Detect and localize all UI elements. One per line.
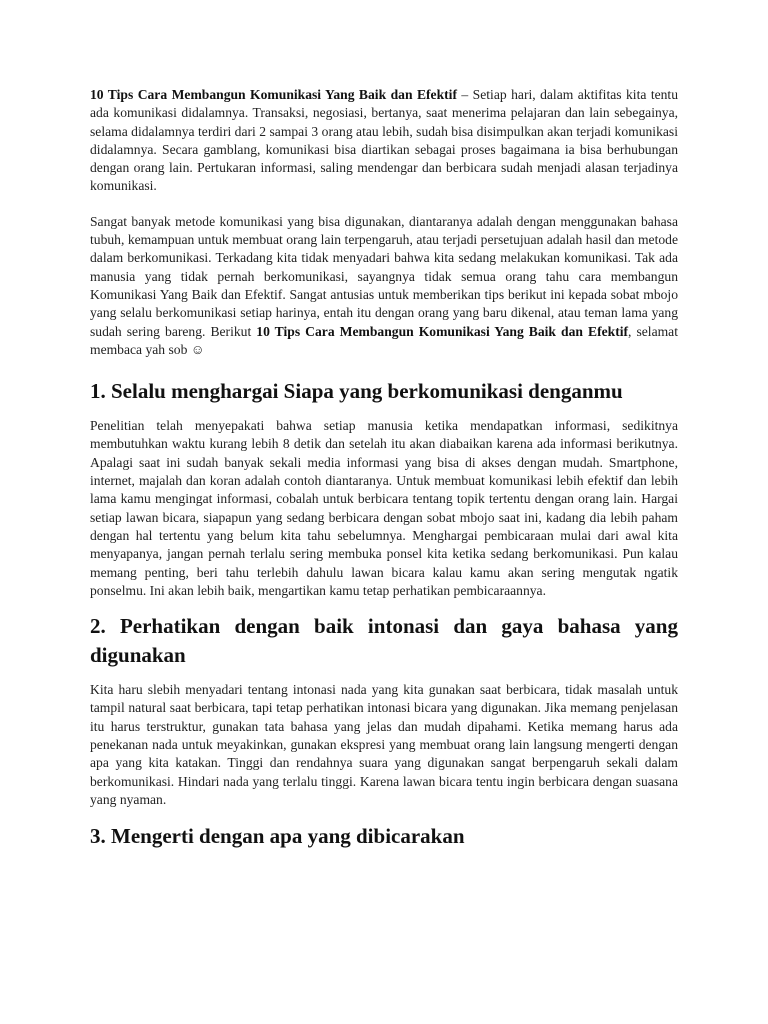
section-2-body: Kita haru slebih menyadari tentang intonasi nada yang kita gunakan saat berbicara, tidak masalah untuk tampil natural saat berbicara, tapi tetap perhatikan intonasi bicara yang digunakan. Jika memang penjelasan itu harus terstruktur, gunakan tata bahasa yang jelas dan mudah dipahami. Ketika memang harus ada penekanan nada untuk meyakinkan, gunakan ekspresi yang membuat orang lain langsung mengerti dengan apa yang kita katakan. Tinggi dan rendahnya suara yang digunakan sangat berpengaruh sekali dalam berkomunikasi. Hindari nada yang terlalu tinggi. Karena lawan bicara tentu ingin berbicara dengan suasana yang nyaman. (90, 682, 678, 807)
intro-paragraph-2-end: , selamat membaca yah sob ☺ (90, 323, 678, 357)
intro-paragraph-2-text: Sangat banyak metode komunikasi yang bisa digunakan, diantaranya adalah dengan menggunakan bahasa tubuh, kemampuan untuk membuat orang lain terpengaruh, atau terjadi persetujuan adalah hasil dan metode dalam berkomunikasi. Terkadang kita tidak menyadari bahwa kita sedang melakukan komunikasi. Tak ada manusia yang tidak pernah berkomunikasi, sayangnya tidak semua orang tahu cara membangun Komunikasi Yang Baik dan Efektif. Sangat antusias untuk memberikan tips berikut ini kepada sobat mbojo yang selalu berkomunikasi setiap harinya, entah itu dengan orang yang baru dikenal, atau teman lama yang sudah sering bareng. Berikut (90, 213, 678, 339)
section-1-body: Penelitian telah menyepakati bahwa setiap manusia ketika mendapatkan informasi, sedikitnya membutuhkan waktu kurang lebih 8 detik dan setelah itu akan diabaikan karena ada informasi berikutnya. Apalagi saat ini sudah banyak sekali media informasi yang bisa di akses dengan mudah. Smartphone, internet, majalah dan koran adalah contoh diantaranya. Untuk membuat komunikasi lebih efektif dan lebih lama kamu mengingat informasi, cobalah untuk berbicara tentang topik tertentu dengan orang lain. Hargai setiap lawan bicara, siapapun yang sedang berbicara dengan sobat mbojo saat ini, kadang dia lebih paham dengan hal tertentu yang belum kita tahu sebelumnya. Menghargai pembicaraan mulai dari awal kita menyapanya, jangan pernah terlalu sering membuka ponsel kita ketika sedang berkomunikasi. Pun kalau memang penting, beri tahu terlebih dahulu lawan bicara kalau kamu akan sering mengutak ngatik ponselmu. Ini akan lebih baik, mengartikan kamu tetap perhatikan pembicaraannya. (90, 418, 678, 598)
section-2-heading: 2. Perhatikan dengan baik intonasi dan gaya bahasa yang digunakan (90, 614, 678, 668)
section-3-heading: 3. Mengerti dengan apa yang dibicarakan (90, 824, 465, 849)
intro-paragraph-1 (90, 86, 678, 196)
intro-paragraph-2-bold: 10 Tips Cara Membangun Komunikasi Yang Baik dan Efektif (256, 323, 629, 339)
intro-paragraph-2 (90, 213, 678, 359)
document-page (90, 86, 678, 851)
intro-paragraph-1-text: – Setiap hari, dalam aktifitas kita tentu ada komunikasi didalamnya. Transaksi, negosiasi, bertanya, saat menerima pelajaran dan lain sebegainya, selama didalamnya terdiri dari 2 sampai 3 orang atau lebih, sudah bisa disimpulkan akan terjadi komunikasi didalamnya. Secara gamblang, komunikasi bisa diartikan sebagai proses bagaimana ia bisa berhubungan dengan orang lain. Pertukaran informasi, saling mendengar dan berbicara sudah menjadi alasan terjadinya komunikasi. (90, 87, 679, 194)
intro-title-bold: 10 Tips Cara Membangun Komunikasi Yang Baik dan Efektif (90, 87, 457, 102)
section-1-heading: 1. Selalu menghargai Siapa yang berkomunikasi denganmu (90, 379, 623, 404)
